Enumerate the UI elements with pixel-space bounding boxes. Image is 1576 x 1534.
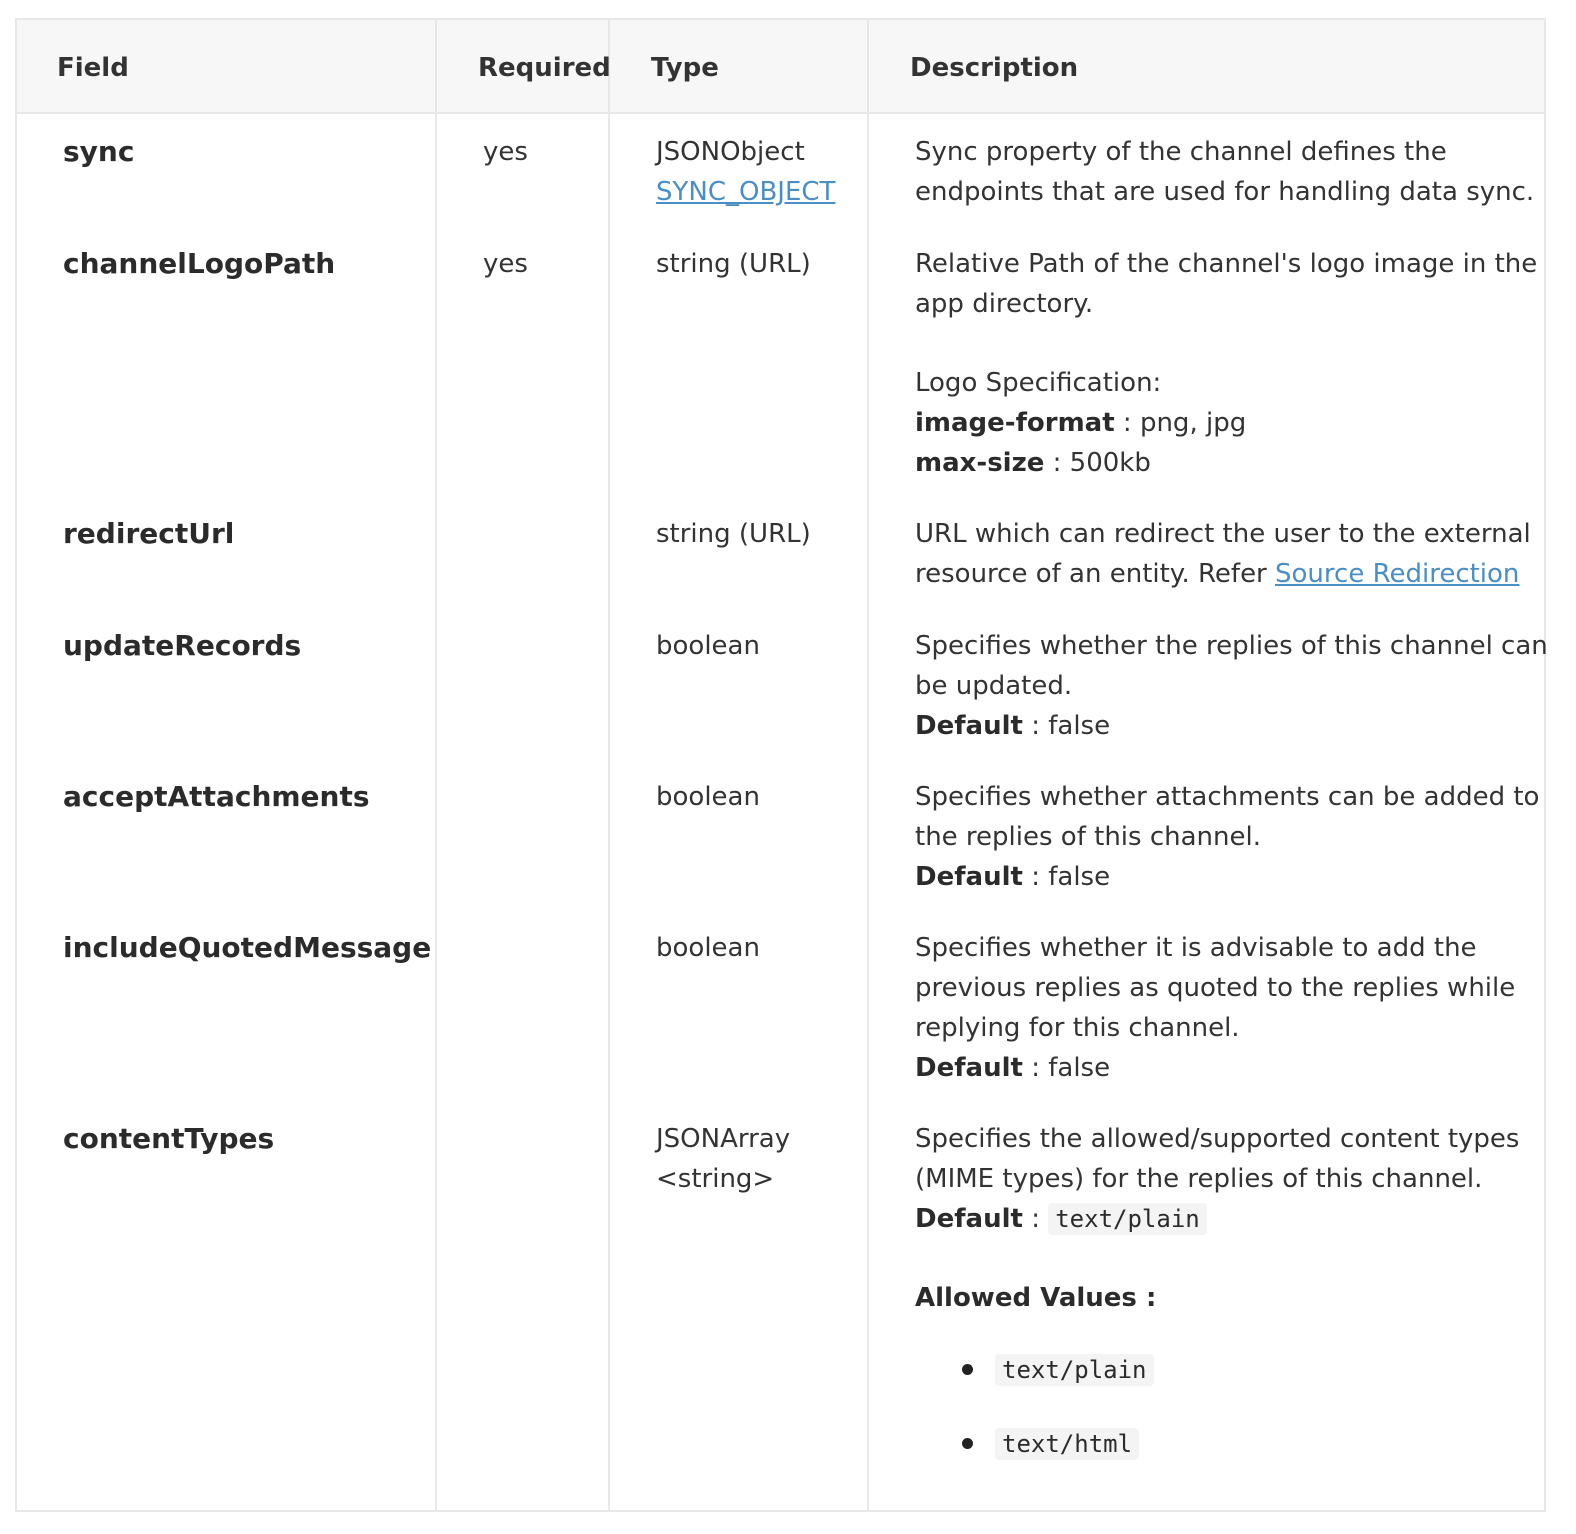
field-name: redirectUrl xyxy=(63,517,235,550)
description xyxy=(915,777,1540,897)
type-line: string (URL) xyxy=(656,249,811,279)
logo-spec-title: Logo Specification: xyxy=(915,368,1162,398)
field-name: updateRecords xyxy=(63,629,302,662)
required-value: yes xyxy=(483,249,528,279)
default-label: Default xyxy=(915,711,1023,741)
description xyxy=(915,928,1515,1088)
default-value: false xyxy=(1048,711,1111,741)
header-type: Type xyxy=(651,53,719,83)
default-value: false xyxy=(1048,862,1111,892)
allowed-values-title: Allowed Values : xyxy=(915,1283,1157,1313)
bullet-icon xyxy=(962,1438,973,1449)
field-name: sync xyxy=(63,135,135,168)
type-line: boolean xyxy=(656,631,760,661)
default-label: Default xyxy=(915,1053,1023,1083)
default-line: Default : false xyxy=(915,711,1111,741)
field-name: includeQuotedMessage xyxy=(63,931,432,964)
bullet-icon xyxy=(962,1364,973,1375)
description-line: Specifies whether attachments can be added to xyxy=(915,782,1540,812)
type-value xyxy=(656,244,811,284)
description-line: Specifies the allowed/supported content types xyxy=(915,1124,1520,1154)
type-value xyxy=(656,777,760,817)
column-divider xyxy=(867,20,869,1510)
description-line: Specifies whether it is advisable to add the xyxy=(915,933,1477,963)
type-line: JSONArray xyxy=(656,1124,791,1154)
table-header xyxy=(17,20,1544,114)
allowed-value-code: text/html xyxy=(995,1428,1139,1460)
description-line: app directory. xyxy=(915,289,1094,319)
description-line: Relative Path of the channel's logo image in the xyxy=(915,249,1538,279)
list-item xyxy=(915,1424,1515,1498)
spec-value: 500kb xyxy=(1069,448,1151,478)
spec-key: image-format xyxy=(915,408,1115,438)
default-label: Default xyxy=(915,1204,1023,1234)
type-value xyxy=(656,514,811,554)
source-redirection-link[interactable]: Source Redirection xyxy=(1275,559,1520,589)
field-name: contentTypes xyxy=(63,1122,275,1155)
description-line: Sync property of the channel defines the xyxy=(915,137,1447,167)
default-value-code: text/plain xyxy=(1048,1203,1207,1235)
description xyxy=(915,626,1548,746)
type-line: boolean xyxy=(656,933,760,963)
type-value xyxy=(656,626,760,666)
default-label: Default xyxy=(915,862,1023,892)
column-divider xyxy=(435,20,437,1510)
description-line: be updated. xyxy=(915,671,1073,701)
header-required: Required xyxy=(478,53,611,83)
type-line: JSONObject xyxy=(656,137,805,167)
description-line: resource of an entity. Refer Source Redirection xyxy=(915,559,1520,589)
type-line: string (URL) xyxy=(656,519,811,549)
field-name: acceptAttachments xyxy=(63,780,370,813)
description-line: previous replies as quoted to the replies while xyxy=(915,973,1516,1003)
required-value: yes xyxy=(483,137,528,167)
list-item xyxy=(915,1350,1515,1424)
description-line: the replies of this channel. xyxy=(915,822,1261,852)
description-line: replying for this channel. xyxy=(915,1013,1240,1043)
description-line: Specifies whether the replies of this channel can xyxy=(915,631,1548,661)
column-divider xyxy=(608,20,610,1510)
default-line: Default : false xyxy=(915,1053,1111,1083)
allowed-value-code: text/plain xyxy=(995,1354,1154,1386)
description xyxy=(915,244,1538,483)
description-line: (MIME types) for the replies of this channel. xyxy=(915,1164,1483,1194)
type-line: boolean xyxy=(656,782,760,812)
spec-key: max-size xyxy=(915,448,1045,478)
description xyxy=(915,514,1531,594)
type-line: <string> xyxy=(656,1164,775,1194)
default-value: false xyxy=(1048,1053,1111,1083)
type-value xyxy=(656,928,760,968)
type-value xyxy=(656,132,835,212)
description-line: URL which can redirect the user to the external xyxy=(915,519,1531,549)
default-line: Default : false xyxy=(915,862,1111,892)
logo-spec-item: max-size : 500kb xyxy=(915,448,1151,478)
description xyxy=(915,1119,1520,1498)
description-line: endpoints that are used for handling data sync. xyxy=(915,177,1535,207)
logo-spec-item: image-format : png, jpg xyxy=(915,408,1247,438)
type-value xyxy=(656,1119,790,1199)
header-description: Description xyxy=(910,53,1079,83)
field-name: channelLogoPath xyxy=(63,247,336,280)
spec-value: png, jpg xyxy=(1139,408,1247,438)
sync-object-link[interactable]: SYNC_OBJECT xyxy=(656,177,836,207)
fields-table xyxy=(15,18,1546,1512)
allowed-values-list xyxy=(915,1350,1515,1498)
description xyxy=(915,132,1535,212)
header-field: Field xyxy=(57,53,129,83)
default-line: Default : text/plain xyxy=(915,1199,1515,1239)
